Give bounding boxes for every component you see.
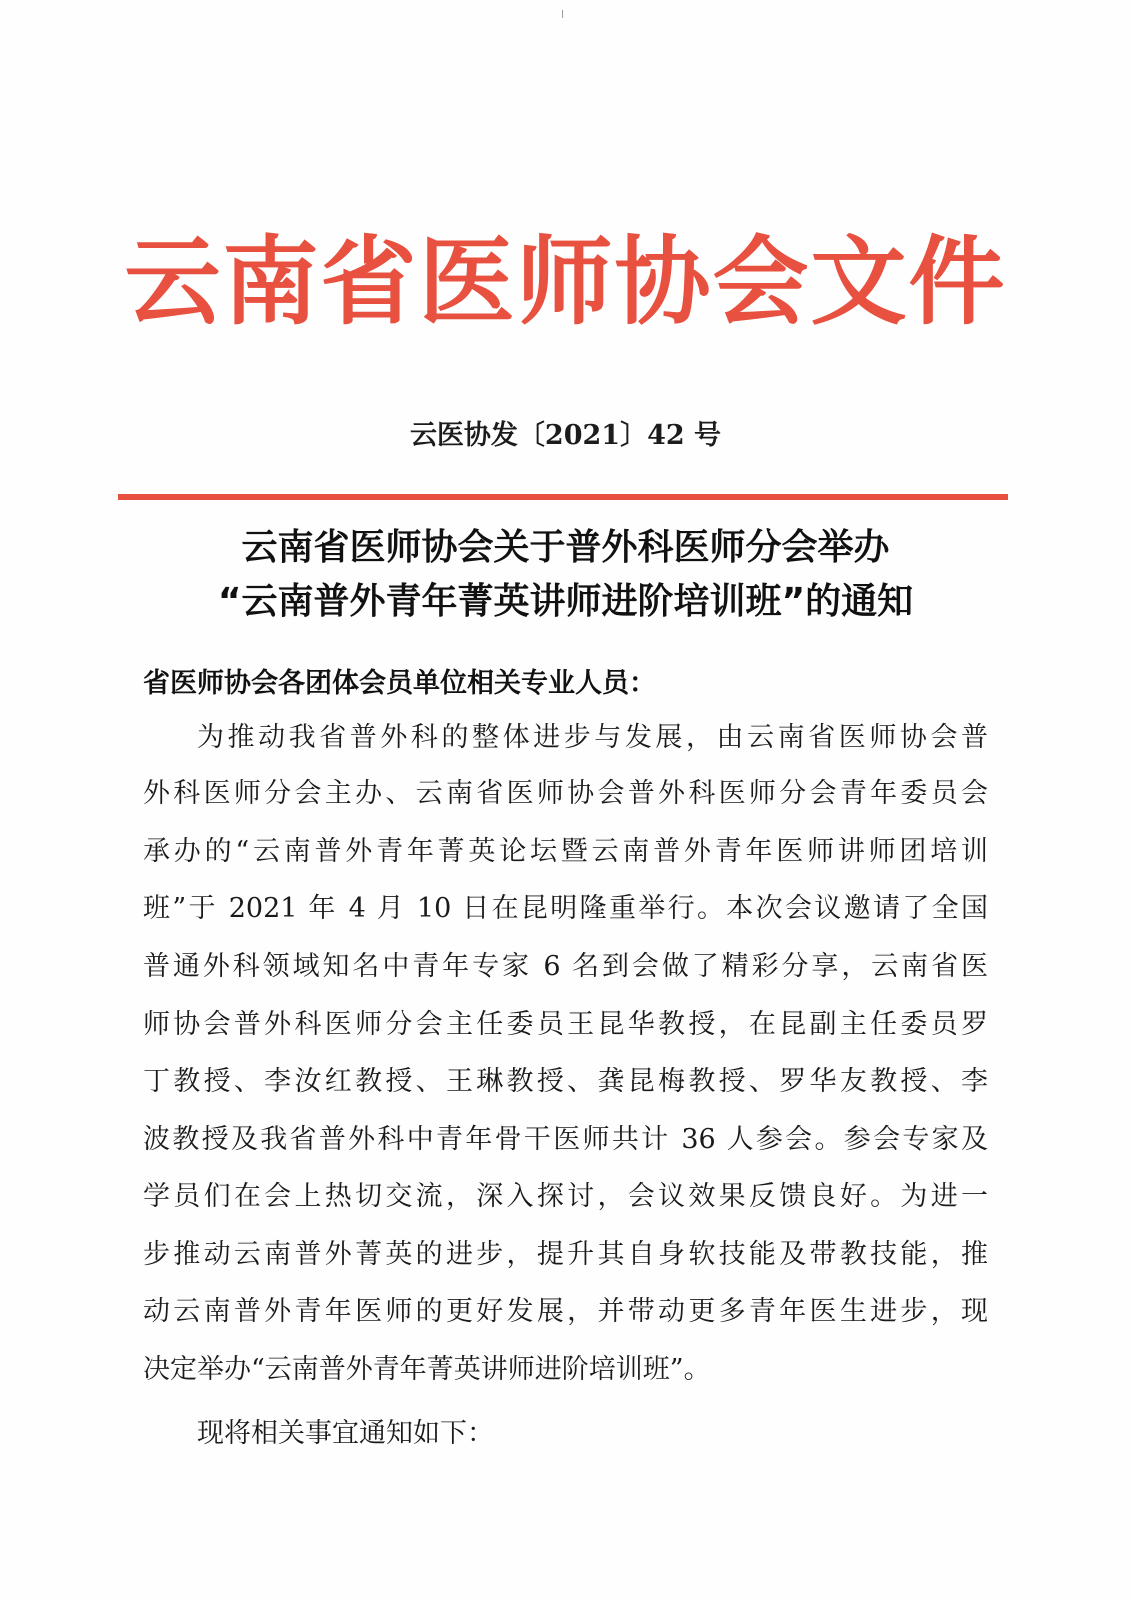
body-line: 步推动云南普外菁英的进步，提升其自身软技能及带教技能，推 xyxy=(143,1239,988,1270)
body-line: 普通外科领域知名中青年专家 6 名到会做了精彩分享，云南省医 xyxy=(143,951,988,982)
body-line: 承办的“云南普外青年菁英论坛暨云南普外青年医师讲师团培训 xyxy=(143,836,988,867)
notice-title-line-1: 云南省医师协会关于普外科医师分会举办 xyxy=(241,527,890,568)
body-line: 班”于 2021 年 4 月 10 日在昆明隆重举行。本次会议邀请了全国 xyxy=(143,893,988,924)
red-divider-line xyxy=(118,494,1008,500)
scan-mark xyxy=(562,10,563,18)
body-line: 外科医师分会主办、云南省医师协会普外科医师分会青年委员会 xyxy=(143,778,988,809)
body-line: 波教授及我省普外科中青年骨干医师共计 36 人参会。参会专家及 xyxy=(143,1124,988,1155)
salutation: 省医师协会各团体会员单位相关专业人员： xyxy=(143,668,656,699)
body-line: 现将相关事宜通知如下： xyxy=(197,1418,494,1449)
body-line: 为推动我省普外科的整体进步与发展，由云南省医师协会普 xyxy=(197,722,988,753)
body-line: 师协会普外科医师分会主任委员王昆华教授，在昆副主任委员罗 xyxy=(143,1009,988,1040)
document-number: 云医协发〔2021〕42 号 xyxy=(409,420,722,451)
body-line: 动云南普外青年医师的更好发展，并带动更多青年医生进步，现 xyxy=(143,1296,988,1327)
notice-title-line-2: “云南普外青年菁英讲师进阶培训班”的通知 xyxy=(217,581,914,622)
body-line: 丁教授、李汝红教授、王琳教授、龚昆梅教授、罗华友教授、李 xyxy=(143,1066,988,1097)
body-line: 学员们在会上热切交流，深入探讨，会议效果反馈良好。为进一 xyxy=(143,1181,988,1212)
masthead: 云南省医师协会文件 xyxy=(124,225,1007,338)
body-line: 决定举办“云南普外青年菁英讲师进阶培训班”。 xyxy=(143,1354,711,1385)
